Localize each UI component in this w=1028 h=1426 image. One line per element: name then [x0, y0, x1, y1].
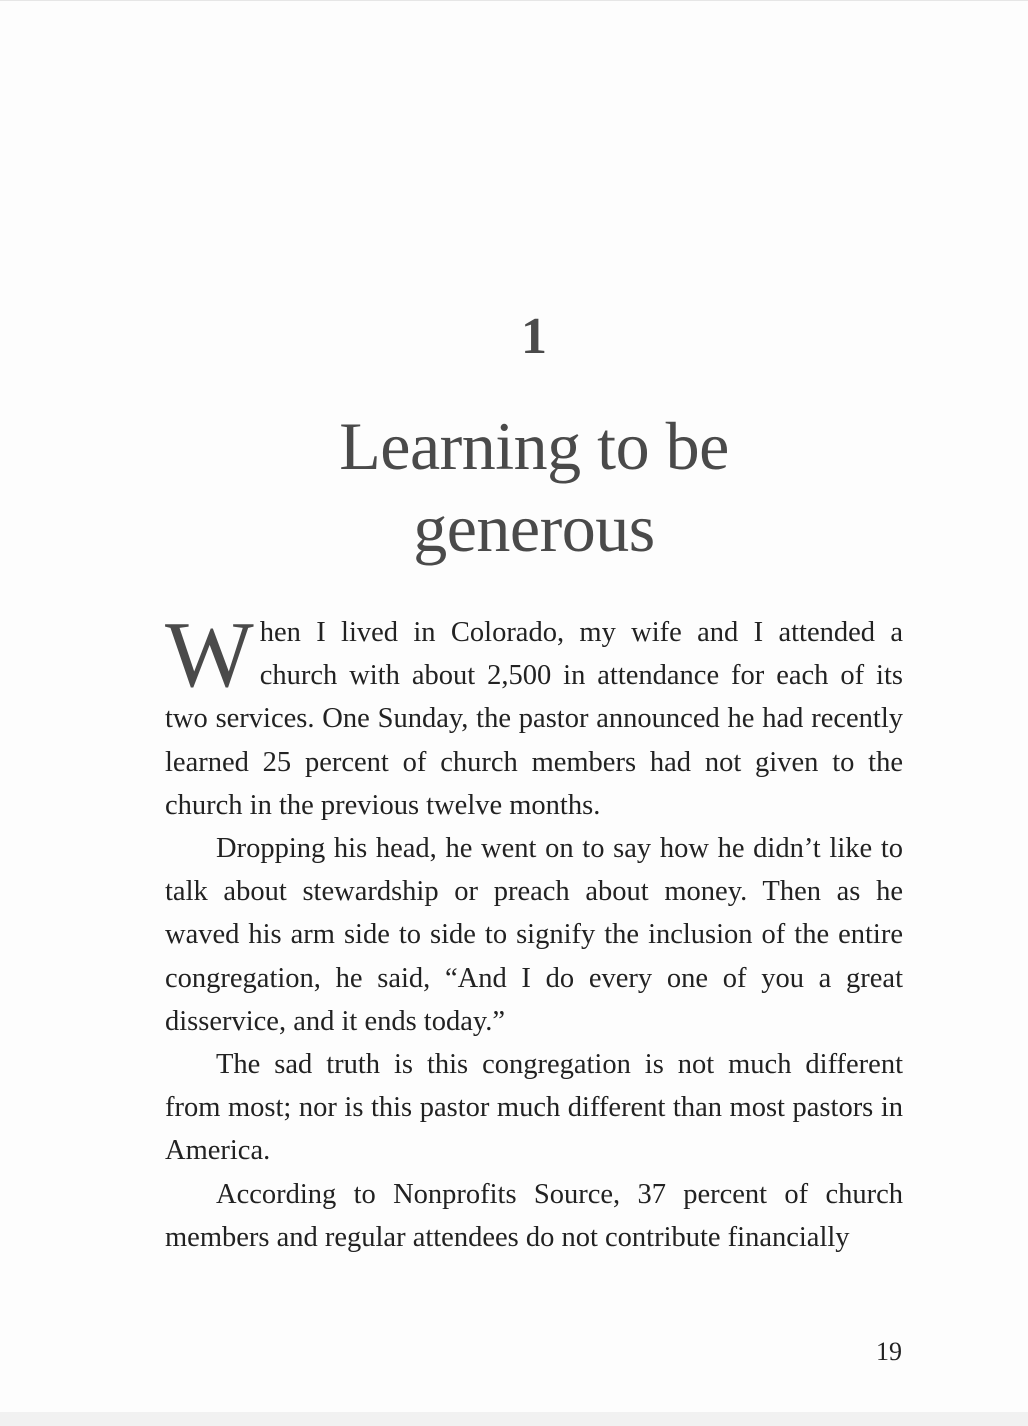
- paragraph-4: According to Nonprofits Source, 37 percent of church members and regular attendees do not contribute financially: [165, 1178, 903, 1253]
- chapter-number: 1: [521, 308, 547, 365]
- page-bottom-edge: [0, 1412, 1028, 1426]
- chapter-title-line-1: Learning to be: [339, 408, 729, 484]
- drop-cap: W: [165, 603, 254, 707]
- paragraph-2: Dropping his head, he went on to say how he didn’t like to talk about stewardship or preach about money. Then as he waved his arm side to side to signify the inclusion of the entire congregation, he said, “And I do every one of you a great disservice, and it ends today.”: [165, 833, 903, 1037]
- page-number: 19: [876, 1337, 902, 1366]
- chapter-title-line-2: generous: [413, 490, 655, 566]
- paragraph-1: [165, 603, 903, 827]
- paragraph-3: The sad truth is this congregation is not much different from most; nor is this pastor much different than most pastors in America.: [165, 1049, 903, 1167]
- paragraph-1-text: hen I lived in Colorado, my wife and I attended a church with about 2,500 in attendance for each of its two services. One Sunday, the pastor announced he had recently learned 25 percent of church members had not given to the church in the previous twelve months.: [165, 617, 903, 821]
- chapter-title: [0, 405, 1028, 569]
- body-text: [165, 603, 903, 1259]
